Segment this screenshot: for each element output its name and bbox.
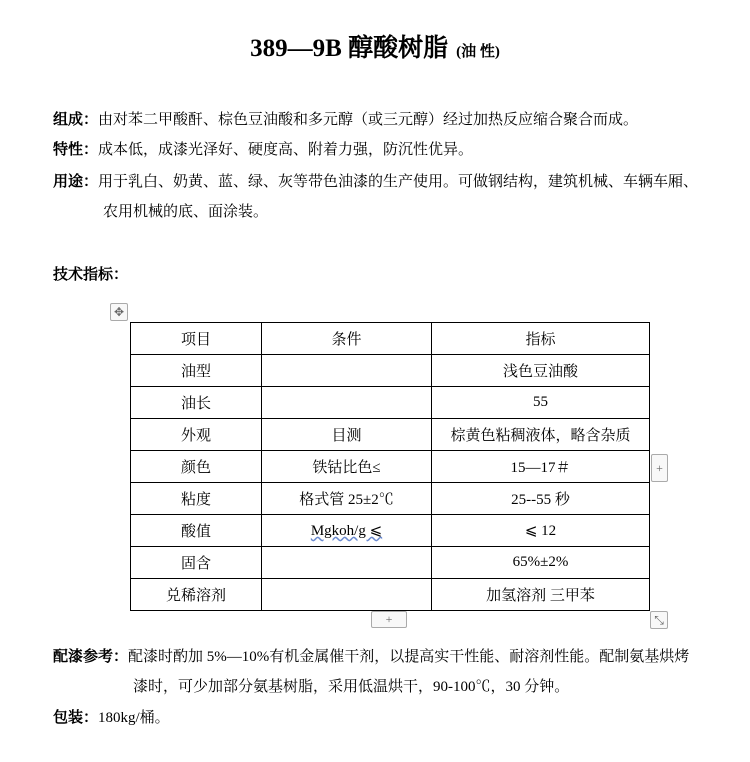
- table-cell: 加氢溶剂 三甲苯: [432, 579, 650, 611]
- packaging-label: 包装：: [53, 710, 99, 726]
- add-row-button[interactable]: +: [371, 611, 407, 628]
- table-cell: 格式管 25±2℃: [262, 483, 432, 515]
- table-cell: 15—17＃: [432, 451, 650, 483]
- formulation-paragraph: [53, 642, 743, 702]
- table-cell: 目测: [262, 419, 432, 451]
- table-row: [131, 355, 650, 387]
- composition-paragraph: [53, 105, 743, 135]
- properties-paragraph: [53, 135, 743, 165]
- table-cell: [262, 355, 432, 387]
- properties-text: 成本低，成漆光泽好、硬度高、附着力强，防沉性优异。: [98, 142, 474, 158]
- table-cell: 外观: [131, 419, 262, 451]
- table-cell: 55: [432, 387, 650, 419]
- table-header-row: [131, 323, 650, 355]
- table-cell: 固含: [131, 547, 262, 579]
- header-cell: 指标: [432, 323, 650, 355]
- usage-text-continued: 农用机械的底、面涂装。: [103, 204, 269, 220]
- packaging-paragraph: [53, 703, 743, 733]
- properties-label: 特性：: [53, 142, 99, 158]
- table-cell: 酸值: [131, 515, 262, 547]
- table-cell: ⩽ 12: [432, 515, 650, 547]
- table-cell: 油型: [131, 355, 262, 387]
- usage-text: 用于乳白、奶黄、蓝、绿、灰等带色油漆的生产使用。可做钢结构，建筑机械、车辆车厢、: [98, 174, 699, 190]
- header-cell: 条件: [262, 323, 432, 355]
- table-cell: [262, 387, 432, 419]
- table-cell: 颜色: [131, 451, 262, 483]
- table-cell: 25--55 秒: [432, 483, 650, 515]
- table-move-handle-icon[interactable]: ✥: [110, 303, 128, 321]
- table-row: [131, 451, 650, 483]
- table-row: [131, 515, 650, 547]
- usage-label: 用途：: [53, 174, 99, 190]
- table-cell: 铁钴比色≤: [262, 451, 432, 483]
- table-cell: 油长: [131, 387, 262, 419]
- table-row: [131, 483, 650, 515]
- table-cell: [262, 547, 432, 579]
- table-cell: 65%±2%: [432, 547, 650, 579]
- header-cell: 项目: [131, 323, 262, 355]
- table-cell: [262, 579, 432, 611]
- table-cell: 粘度: [131, 483, 262, 515]
- usage-paragraph: [53, 167, 743, 227]
- table-row: [131, 387, 650, 419]
- table-resize-handle-icon[interactable]: ⤡: [650, 611, 668, 629]
- add-column-button[interactable]: +: [651, 454, 668, 482]
- composition-text: 由对苯二甲酸酐、棕色豆油酸和多元醇（或三元醇）经过加热反应缩合聚合而成。: [98, 112, 639, 128]
- formulation-text-continued: 漆时，可少加部分氨基树脂，采用低温烘干，90-100℃，30 分钟。: [133, 679, 570, 695]
- composition-label: 组成：: [53, 112, 99, 128]
- table-cell: 兑稀溶剂: [131, 579, 262, 611]
- title-main: 389—9B 醇酸树脂: [250, 35, 449, 62]
- formulation-label: 配漆参考：: [53, 649, 129, 665]
- document-title: [0, 28, 750, 64]
- packaging-text: 180kg/桶。: [98, 710, 170, 726]
- table-cell: 棕黄色粘稠液体，略含杂质: [432, 419, 650, 451]
- formulation-text: 配漆时酌加 5%—10%有机金属催干剂，以提高实干性能、耐溶剂性能。配制氨基烘烤: [128, 649, 690, 665]
- title-sub: (油 性): [456, 44, 500, 60]
- specs-heading: 技术指标：: [53, 267, 129, 283]
- table-cell: Mgkoh/g ⩽: [262, 515, 432, 547]
- table-row: [131, 419, 650, 451]
- table-row: [131, 547, 650, 579]
- table-cell: 浅色豆油酸: [432, 355, 650, 387]
- specs-table: [130, 322, 650, 611]
- table-row: [131, 579, 650, 611]
